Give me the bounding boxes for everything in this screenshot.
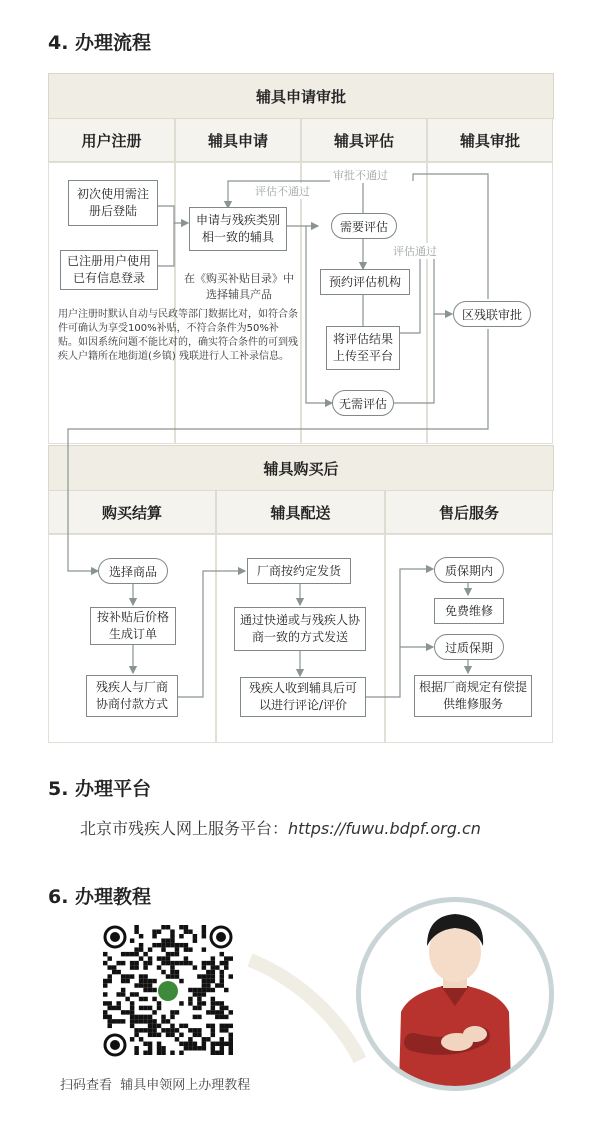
caption-tutorial: 辅具申领网上办理教程: [120, 1078, 251, 1093]
tag-approval-fail: 审批不通过: [330, 167, 391, 183]
col-header-aftersale: 售后服务: [385, 490, 553, 534]
purchase-title: 辅具购买后: [263, 460, 339, 478]
section4-title: 4. 办理流程: [48, 32, 152, 54]
caption-scan: 扫码查看: [60, 1078, 113, 1093]
box-district-approval: 区残联审批: [453, 301, 531, 327]
qr-code-icon[interactable]: [103, 925, 233, 1057]
section6-title: 6. 办理教程: [48, 886, 152, 908]
box-in-warranty: 质保期内: [434, 557, 504, 583]
box-free-repair: 免费维修: [434, 598, 504, 624]
box-negotiate-payment: 残疾人与厂商协商付款方式: [86, 675, 178, 717]
tutorial-avatar: [356, 897, 554, 1091]
box-register-existing: 已注册用户使用已有信息登录: [60, 250, 158, 290]
col-header-register: 用户注册: [48, 118, 175, 162]
box-upload-result: 将评估结果上传至平台: [326, 326, 400, 370]
box-select-goods: 选择商品: [98, 558, 168, 584]
box-book-eval-org: 预约评估机构: [320, 269, 410, 295]
box-vendor-ship: 厂商按约定发货: [247, 558, 351, 584]
col-header-delivery: 辅具配送: [216, 490, 385, 534]
col-header-settle: 购买结算: [48, 490, 216, 534]
box-receive-review: 残疾人收到辅具后可以进行评论/评价: [240, 677, 366, 717]
col-header-apply: 辅具申请: [175, 118, 301, 162]
col-header-evaluate: 辅具评估: [301, 118, 427, 162]
platform-label: 北京市残疾人网上服务平台：: [80, 819, 289, 838]
tag-eval-pass: 评估通过: [390, 243, 440, 259]
box-register-new: 初次使用需注册后登陆: [68, 180, 158, 226]
register-note: 用户注册时默认自动与民政等部门数据比对，如符合条件可确认为享受100%补贴，不符合条件为50%补贴。如因系统问题不能比对的，确实符合条件的可到残疾人户籍所在地街道(乡镇) 残联进行人工补录信息。: [58, 309, 298, 362]
box-need-evaluation: 需要评估: [331, 213, 397, 239]
platform-url-link[interactable]: https://fuwu.bdpf.org.cn: [288, 819, 481, 838]
col-header-approve: 辅具审批: [427, 118, 553, 162]
box-generate-order: 按补贴后价格生成订单: [90, 607, 176, 645]
tutorial-caption: [60, 1074, 250, 1093]
box-out-warranty: 过质保期: [434, 634, 504, 660]
sign-language-person-icon: [361, 902, 549, 1086]
box-paid-repair: 根据厂商规定有偿提供维修服务: [414, 675, 532, 717]
box-no-evaluation: 无需评估: [332, 390, 394, 416]
platform-row: [80, 816, 481, 839]
box-delivery-method: 通过快递或与残疾人协商一致的方式发送: [234, 607, 366, 651]
approval-title: 辅具申请审批: [255, 88, 346, 106]
box-apply-matching: 申请与残疾类别相一致的辅具: [189, 207, 287, 251]
catalog-note: 在《购买补贴目录》中选择辅具产品: [184, 272, 294, 301]
tag-eval-fail: 评估不通过: [252, 183, 313, 199]
process-flowchart: [48, 73, 554, 743]
section5-title: 5. 办理平台: [48, 778, 152, 800]
